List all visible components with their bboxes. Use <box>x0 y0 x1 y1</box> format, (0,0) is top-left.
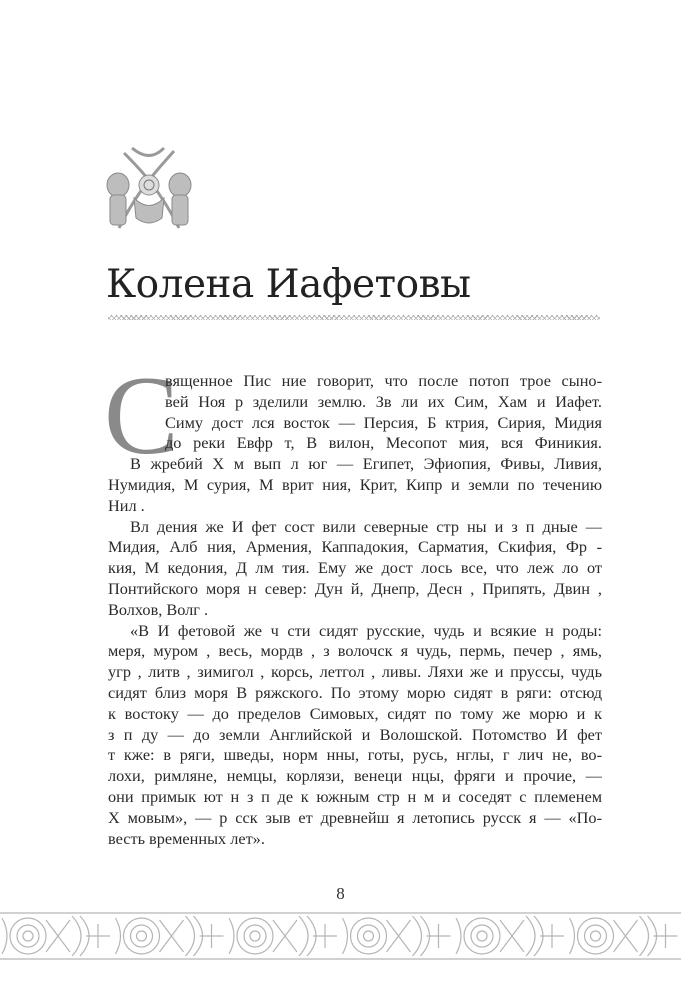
text-line: лохи, римляне, немцы, корлязи, венеци нцы, фряги и прочие, — <box>108 766 602 786</box>
page-number: 8 <box>336 884 345 903</box>
text-line: Нил . <box>108 495 145 515</box>
text-line: меря, муром , весь, мордв , з волочск я чудь, пермь, печер , ямь, <box>108 641 602 661</box>
chapter-title: Колена Иафетовы <box>106 262 471 307</box>
text-line: к востоку — до пределов Симовых, сидят по тому же морю и к <box>108 703 602 723</box>
text-line: вей Ноя р зделили землю. Зв ли их Сим, Хам и Иафет. <box>165 391 602 411</box>
body-text <box>108 371 602 849</box>
drop-cap: С <box>104 354 179 478</box>
text-line: Мидия, Алб ния, Армения, Каппадокия, Сарматия, Скифия, Фр - <box>108 537 602 557</box>
text-line: угр , литв , зимигол , корсь, летгол , ливы. Ляхи же и пруссы, чудь <box>108 662 602 682</box>
text-line: сидят близ моря В ряжского. По этому морю сидят в ряги: отсюд <box>108 682 602 702</box>
text-line: до реки Евфр т, В вилон, Месопот мия, вся Финикия. <box>165 433 602 453</box>
text-line: з п ду — до земли Английской и Волошской. Потомство И фет <box>108 724 602 744</box>
text-line: Симу дост лся восток — Персия, Б ктрия, Сирия, Мидия <box>165 412 602 432</box>
text-line: т кже: в ряги, шведы, норм нны, готы, русь, нглы, г лич не, во- <box>108 745 602 765</box>
ornamental-border <box>0 910 681 962</box>
text-line: весть временных лет». <box>108 828 265 848</box>
text-line: «В И фетовой же ч сти сидят русские, чудь и всякие н роды: <box>130 620 602 640</box>
text-line: Понтийского моря н север: Дун й, Днепр, Десн , Припять, Двин , <box>108 578 602 598</box>
angel-ornament-illustration <box>104 143 194 238</box>
text-line: Х мовым», — р сск зыв ет древнейш я летопись русск я — «По- <box>108 807 602 827</box>
text-line: Нумидия, М сурия, М врит ния, Крит, Кипр и земли по течению <box>108 474 602 494</box>
text-line: Вл дения же И фет сост вили северные стр ны и з п дные — <box>130 516 602 536</box>
text-line: они примык ют н з п де к южным стр н м и соседят с племенем <box>108 786 602 806</box>
text-line: вященное Пис ние говорит, что после потоп трое сыно- <box>165 371 602 390</box>
title-divider <box>108 315 600 320</box>
text-line: кия, М кедония, Д лм тия. Ему же дост лось все, что леж ло от <box>108 558 602 578</box>
text-line: В жребий Х м вып л юг — Египет, Эфиопия, Фивы, Ливия, <box>130 454 602 474</box>
text-line: Волхов, Волг . <box>108 599 209 619</box>
